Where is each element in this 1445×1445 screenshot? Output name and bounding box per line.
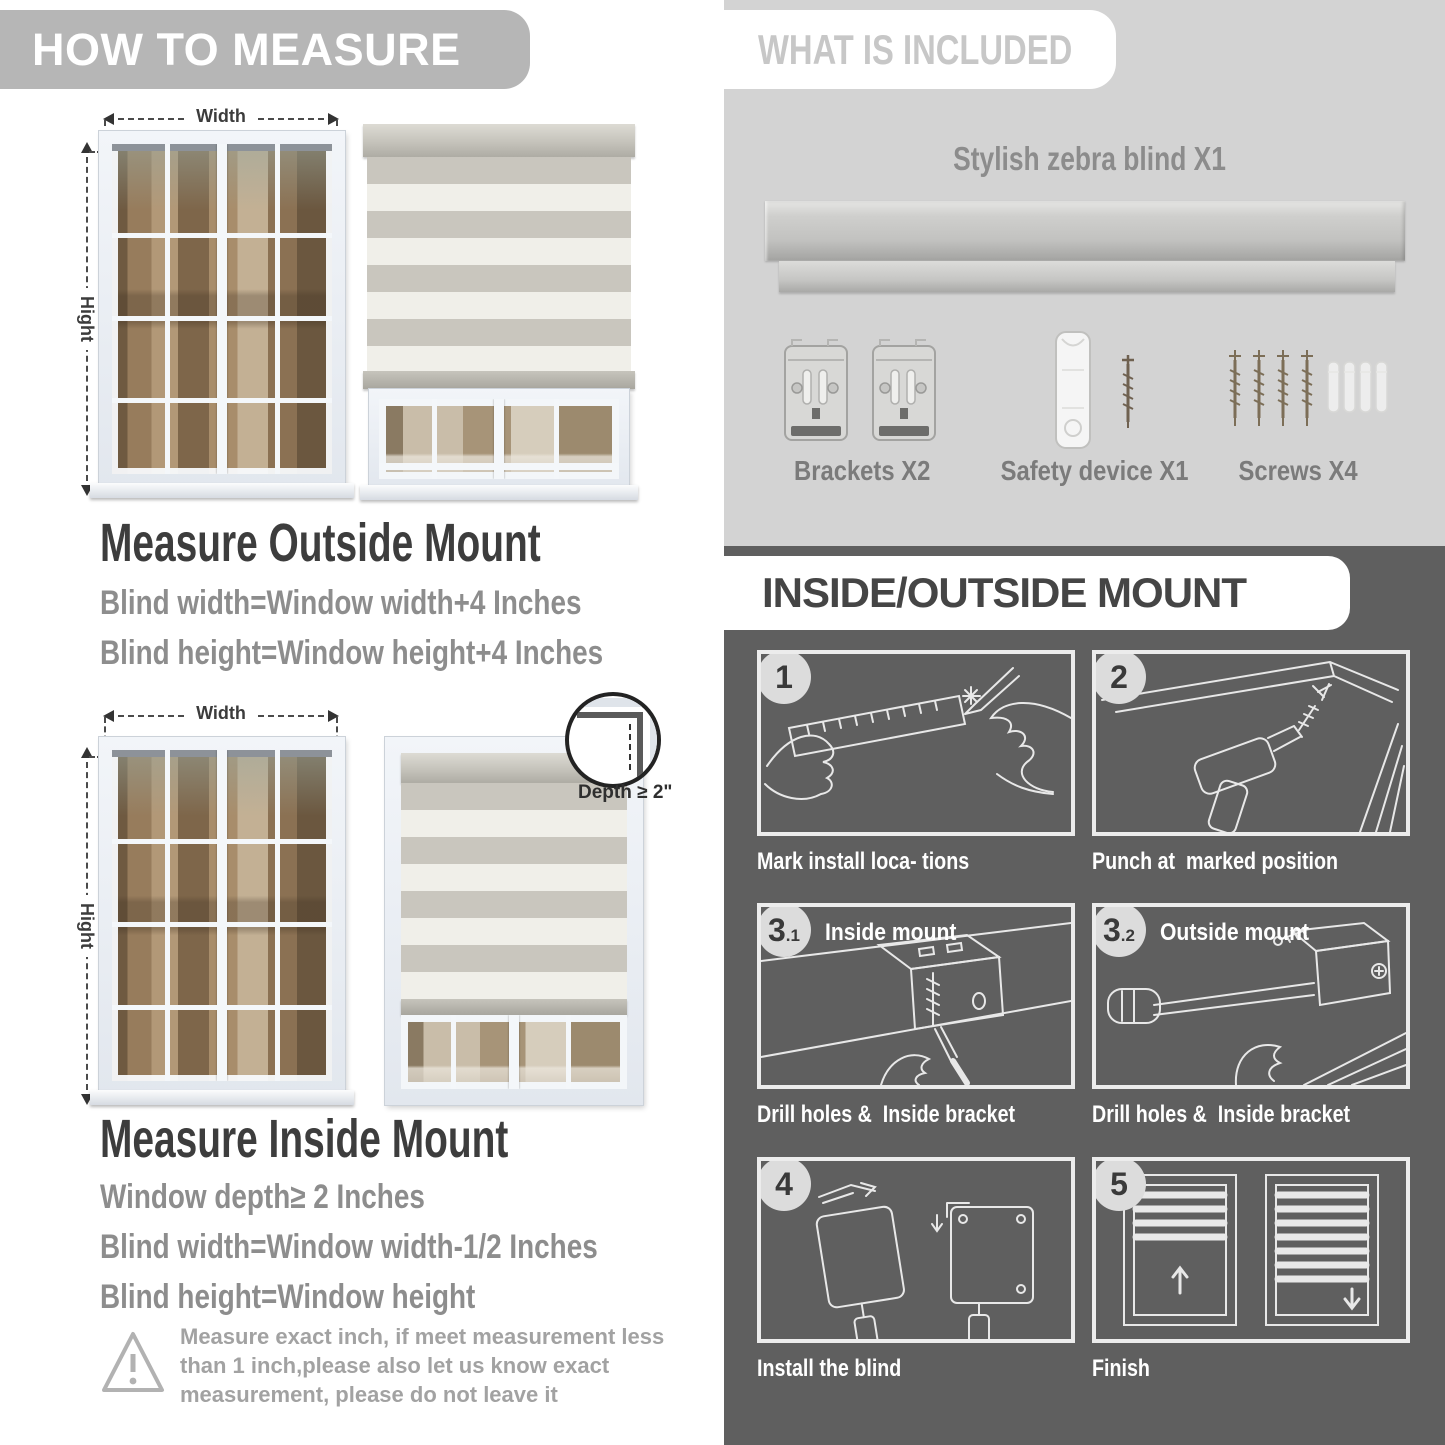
window-photo-inside [99,737,345,1094]
step-2-caption: Punch at marked position [1092,848,1339,875]
step-2-badge: 2 [1092,650,1146,704]
step-5-caption: Finish [1092,1355,1150,1382]
inside-outside-mount-title: INSIDE/OUTSIDE MOUNT [762,569,1247,616]
blind-roll-product [779,261,1395,292]
width-label: Width [186,106,256,127]
step-5 [1092,1157,1410,1383]
step-5-panel [1092,1157,1410,1343]
window-sill [360,485,638,500]
warning-line1: Measure exact inch, if meet measurement less [180,1324,665,1349]
step-3-1-title: Inside mount [825,919,957,946]
inside-mount-line1: Window depth≥ 2 Inches [100,1178,425,1216]
muntin [112,233,332,238]
muntin [112,1005,332,1010]
step-3-2-panel [1092,903,1410,1089]
screws-icon [1222,346,1392,442]
height-arrow [79,748,95,1104]
muntin [566,1015,571,1089]
step-1-badge: 1 [757,650,811,704]
step-1-caption: Mark install loca- tions [757,848,970,875]
step-1 [757,650,1075,876]
muntin [112,922,332,927]
window-sill [90,1090,354,1105]
window-center-divider [217,144,227,474]
window-lower-part [401,1015,627,1089]
window-sill [90,483,354,498]
step-2-panel [1092,650,1410,836]
muntin [112,398,332,403]
outside-mount-line1: Blind width=Window width+4 Inches [100,584,582,622]
window-panes [379,399,619,479]
inside-mount-heading: Measure Inside Mount [100,1109,509,1169]
width-arrow [104,106,338,127]
width-label: Width [186,703,256,724]
height-label: Hight [76,288,97,350]
step-4-panel [757,1157,1075,1343]
step-4-badge: 4 [757,1157,811,1211]
magnifier-icon [565,692,661,788]
blind-bottom-rail [401,999,627,1015]
safety-device-icon [1042,330,1162,454]
outside-mount-heading: Measure Outside Mount [100,513,541,573]
step-3-1-panel [757,903,1075,1089]
brackets-icon [782,336,942,448]
what-is-included-title: WHAT IS INCLUDED [758,25,1073,73]
step-3-2-badge: 3 .2 [1092,903,1146,957]
step-1-panel [757,650,1075,836]
depth-label: Depth ≥ 2" [578,782,673,803]
muntin [112,316,332,321]
blind-fabric-stripes [401,783,627,999]
step-2 [1092,650,1410,876]
blind-frame-corner [577,712,643,778]
what-is-included-header [724,10,1116,89]
muntin [451,1015,456,1089]
window-center-divider [509,1015,519,1089]
screws-label: Screws X4 [1238,455,1358,486]
muntin [165,144,170,474]
step-3-2-caption: Drill holes & Inside bracket [1092,1101,1351,1128]
blind-product-label: Stylish zebra blind X1 [953,140,1227,177]
zebra-blind-outside-mount [363,124,635,500]
inside-mount-line3: Blind height=Window height [100,1278,476,1316]
brackets-label: Brackets X2 [793,455,931,486]
warning-text [180,1322,664,1409]
height-label: Hight [76,895,97,957]
inside-outside-mount-header [724,556,1350,630]
blind-cassette [363,124,635,157]
blind-bottom-rail [363,371,635,389]
inside-mount-line2: Blind width=Window width-1/2 Inches [100,1228,598,1266]
muntin [112,839,332,844]
step-3-2 [1092,903,1410,1129]
muntin [379,463,619,470]
blind-cassette-product [765,201,1405,261]
window-lower-part [369,389,629,489]
blind-fabric-stripes [367,157,631,371]
step-3-1-caption: Drill holes & Inside bracket [757,1101,1016,1128]
window-center-divider [217,750,227,1081]
muntin [275,750,280,1081]
width-arrow [104,703,338,724]
step-3-1-badge: 3 .1 [757,903,811,957]
step-4-caption: Install the blind [757,1355,902,1382]
step-3-1 [757,903,1075,1129]
window-panes [112,144,332,474]
how-to-measure-header [0,10,530,89]
muntin [275,144,280,474]
warning-line3: measurement, please do not leave it [180,1382,558,1407]
height-arrow [79,143,95,495]
step-3-2-title: Outside mount [1160,919,1310,946]
warning-triangle-icon [100,1328,166,1400]
outside-mount-line2: Blind height=Window height+4 Inches [100,634,604,672]
warning-line2: than 1 inch,please also let us know exact [180,1353,610,1378]
muntin [165,750,170,1081]
window-panes [112,750,332,1081]
step-5-badge: 5 [1092,1157,1146,1211]
step-4 [757,1157,1075,1383]
how-to-measure-title: HOW TO MEASURE [32,23,461,75]
depth-dashed-line [629,724,631,770]
safety-device-label: Safety device X1 [1000,455,1189,486]
window-photo-outside [99,131,345,487]
